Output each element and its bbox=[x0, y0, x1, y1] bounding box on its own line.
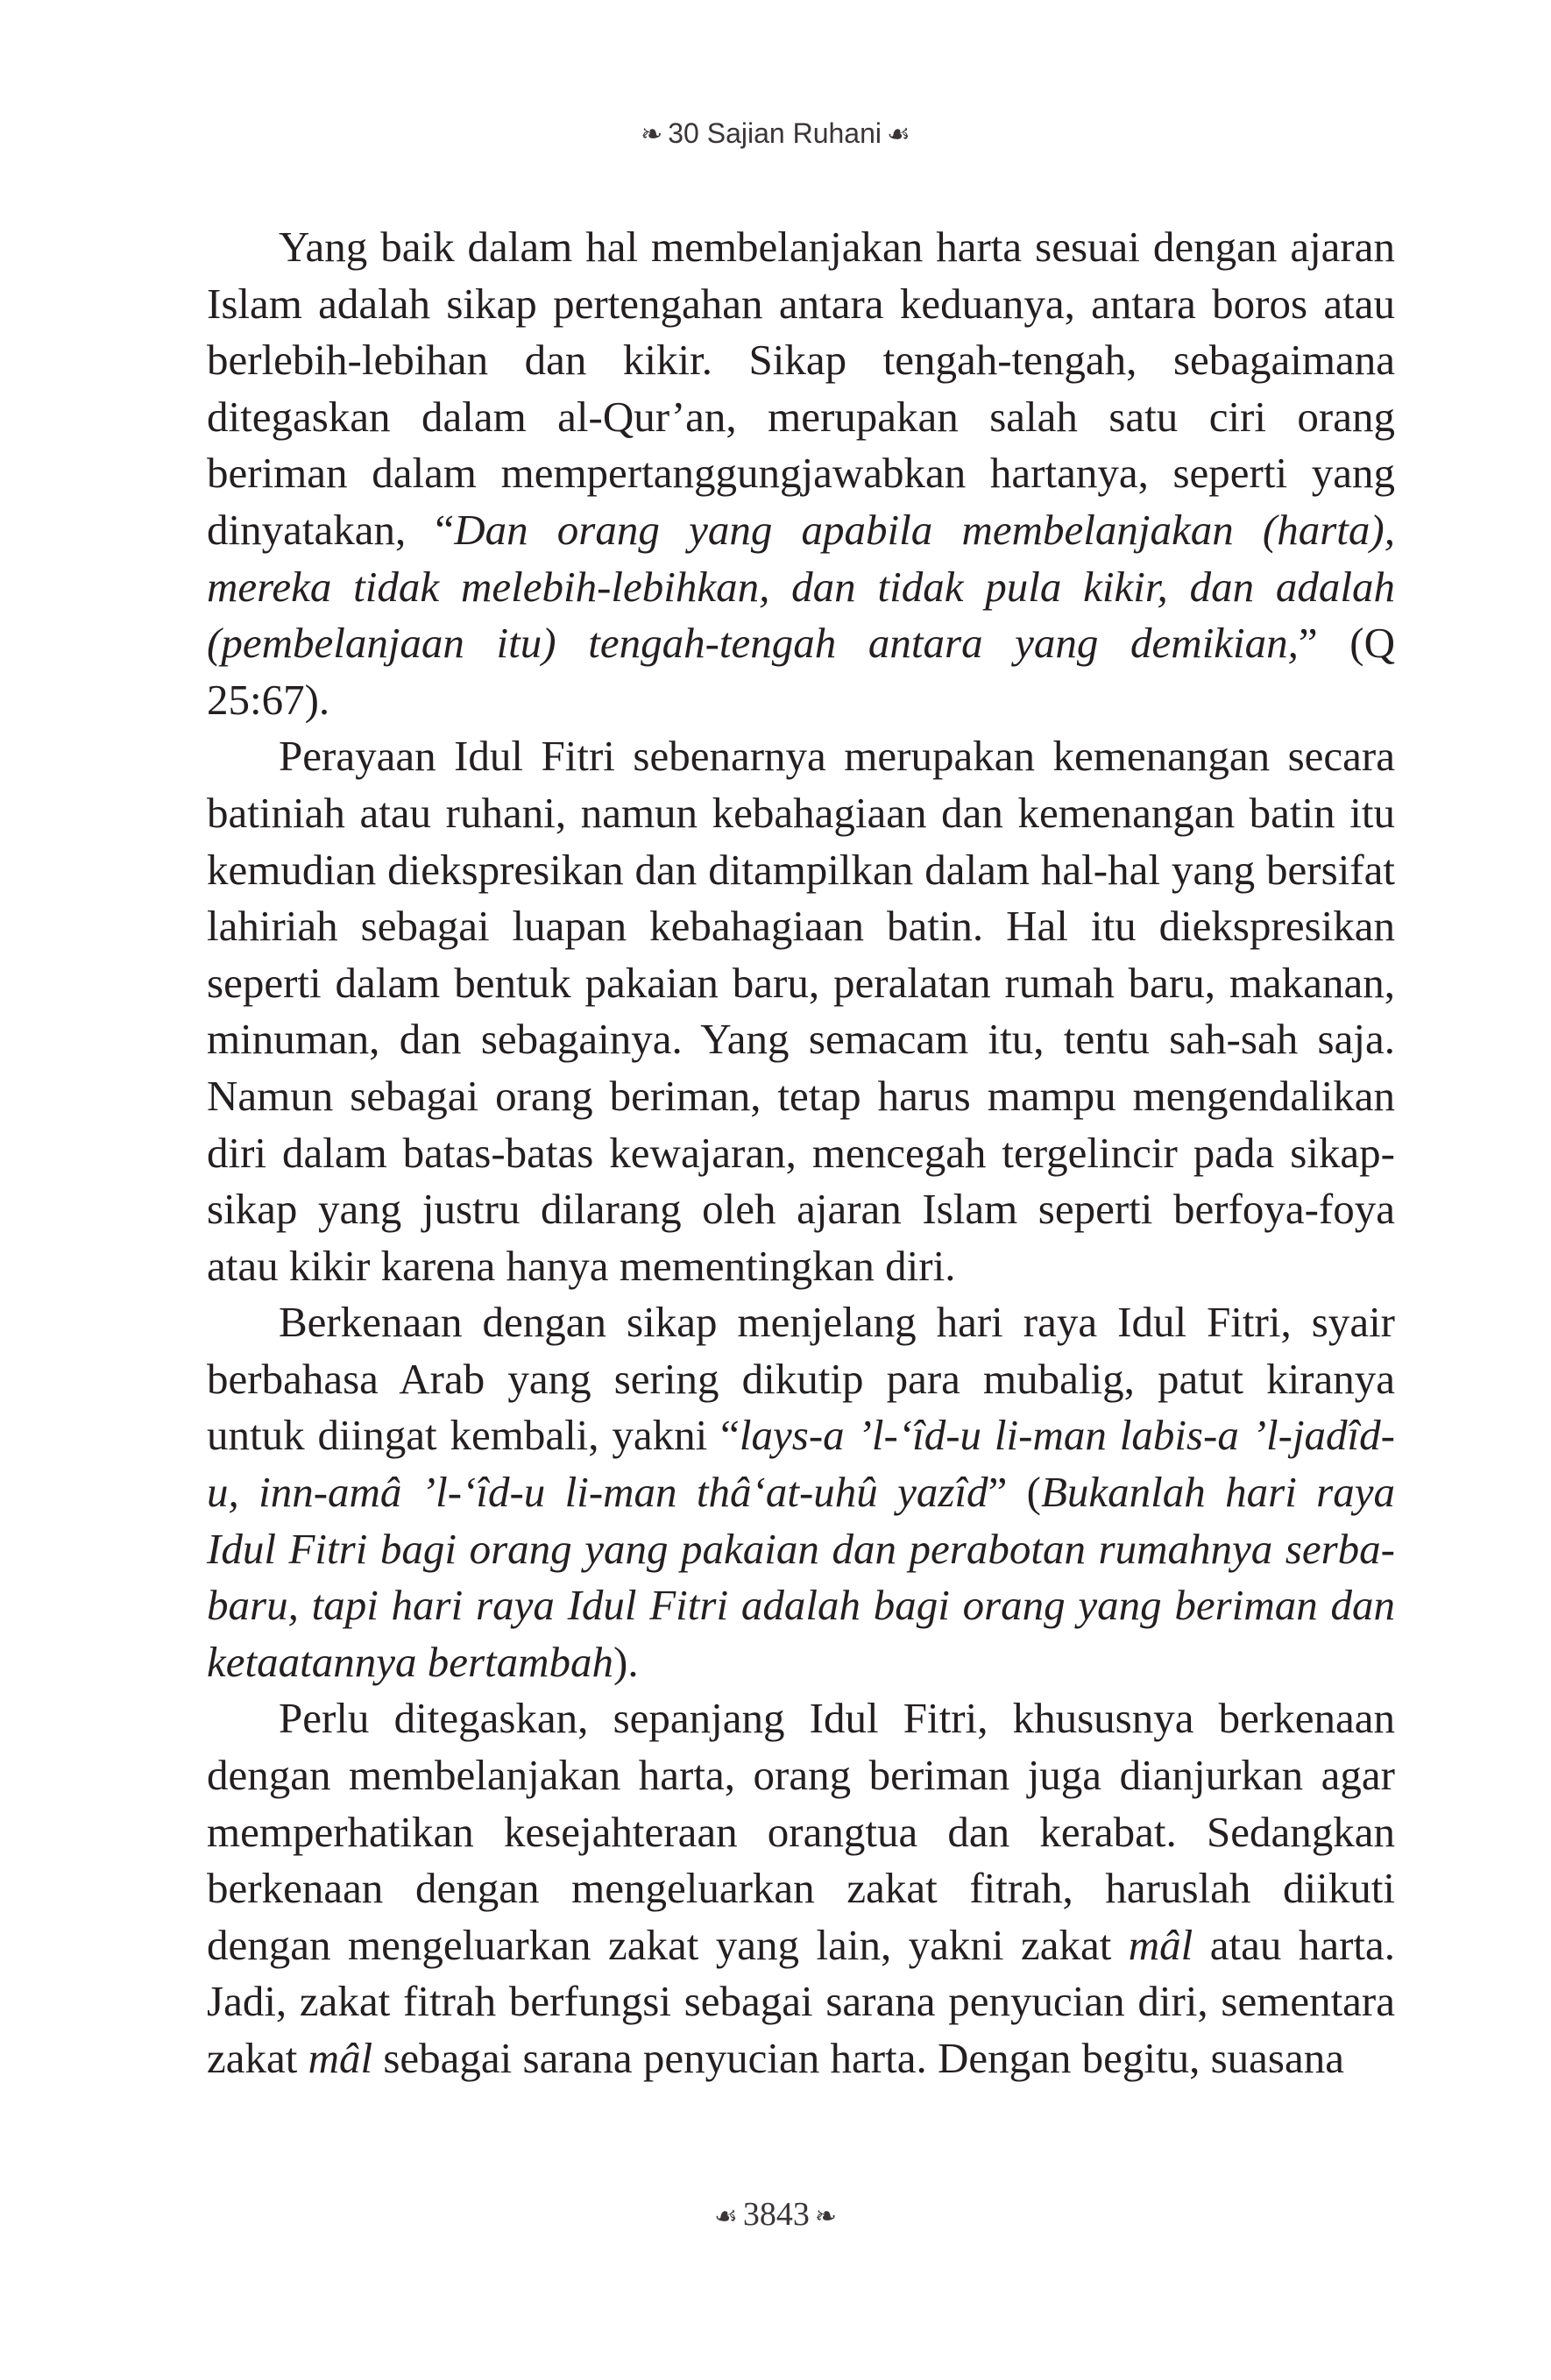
paragraph-3 bbox=[207, 1294, 1395, 1690]
quran-quote: Dan orang yang apabila membelanjakan (harta), mereka tidak melebih-lebihkan, dan tidak pula kikir, dan adalah (pembelanjaan itu) tengah-tengah antara yang demikian, bbox=[207, 505, 1395, 668]
term-mal: mâl bbox=[308, 2034, 373, 2082]
body-text bbox=[207, 219, 1395, 2087]
page-number: 3843 bbox=[742, 2196, 810, 2233]
paragraph-2: Perayaan Idul Fitri sebenarnya merupakan kemenangan secara batiniah atau ruhani, namun kebahagiaan dan kemenangan batin itu kemudian diekspresikan dan ditampilkan dalam hal-hal yang bersifat lahiriah sebagai luapan kebahagiaan batin. Hal itu diekspresikan seperti dalam bentuk pakaian baru, peralatan rumah baru, makanan, minuman, dan sebagainya. Yang semacam itu, tentu sah-sah saja. Namun sebagai orang beriman, tetap harus mampu mengendalikan diri dalam batas-batas kewajaran, mencegah tergelincir pada sikap-sikap yang justru dilarang oleh ajaran Islam seperti berfoya-foya atau kikir karena hanya mementingkan diri. bbox=[207, 732, 1395, 1290]
paragraph-text: Perlu ditegaskan, sepanjang Idul Fitri, khususnya berkenaan dengan membelanjakan harta, orang beriman juga dianjurkan agar memperhatikan kesejahteraan orangtua dan kerabat. Sedangkan berkenaan dengan mengeluarkan zakat fitrah, haruslah diikuti dengan mengeluarkan zakat yang lain, yakni zakat bbox=[207, 1694, 1395, 1969]
paragraph-text: atau harta. Jadi, zakat fitrah berfungsi sebagai sarana penyucian diri, sementara zakat bbox=[207, 1920, 1395, 2082]
running-header bbox=[0, 117, 1551, 150]
translation-quote: Bukanlah hari raya Idul Fitri bagi orang yang pakaian dan perabotan rumahnya serba-baru, tapi hari raya Idul Fitri adalah bagi orang yang beriman dan ketaatannya bertambah bbox=[207, 1468, 1395, 1686]
paragraph-text: ” ( bbox=[988, 1468, 1041, 1517]
paragraph-4 bbox=[207, 1690, 1395, 2086]
paragraph-1 bbox=[207, 219, 1395, 728]
paragraph-text: Yang baik dalam hal membelanjakan harta sesuai dengan ajaran Islam adalah sikap pertengahan antara keduanya, antara boros atau berlebih-lebihan dan kikir. Sikap tengah-tengah, sebagaimana ditegaskan dalam al-Qur’an, merupakan salah satu ciri orang beriman dalam mempertanggungjawabkan hartanya, seperti yang dinyatakan, “ bbox=[207, 223, 1395, 554]
paragraph-text: ). bbox=[613, 1637, 639, 1686]
fleuron-right-icon: ☙ bbox=[886, 119, 910, 150]
paragraph-text: Berkenaan dengan sikap menjelang hari raya Idul Fitri, syair berbahasa Arab yang sering dikutip para mubalig, patut kiranya untuk diingat kembali, yakni “ bbox=[207, 1298, 1395, 1460]
arabic-transliteration: lays-a ’l-‘îd-u li-man labis-a ’l-jadîd-u, inn-amâ ’l-‘îd-u li-man thâ‘at-uhû yazîd bbox=[207, 1411, 1395, 1517]
paragraph-text: sebagai sarana penyucian harta. Dengan begitu, suasana bbox=[372, 2034, 1344, 2082]
page-footer bbox=[0, 2195, 1551, 2234]
header-title: 30 Sajian Ruhani bbox=[668, 117, 882, 149]
term-mal: mâl bbox=[1128, 1920, 1193, 1969]
fleuron-left-icon: ❧ bbox=[641, 119, 663, 150]
fleuron-left-icon: ☙ bbox=[713, 2201, 738, 2232]
fleuron-right-icon: ❧ bbox=[814, 2201, 838, 2232]
paragraph-text: ” (Q 25:67). bbox=[207, 619, 1395, 724]
